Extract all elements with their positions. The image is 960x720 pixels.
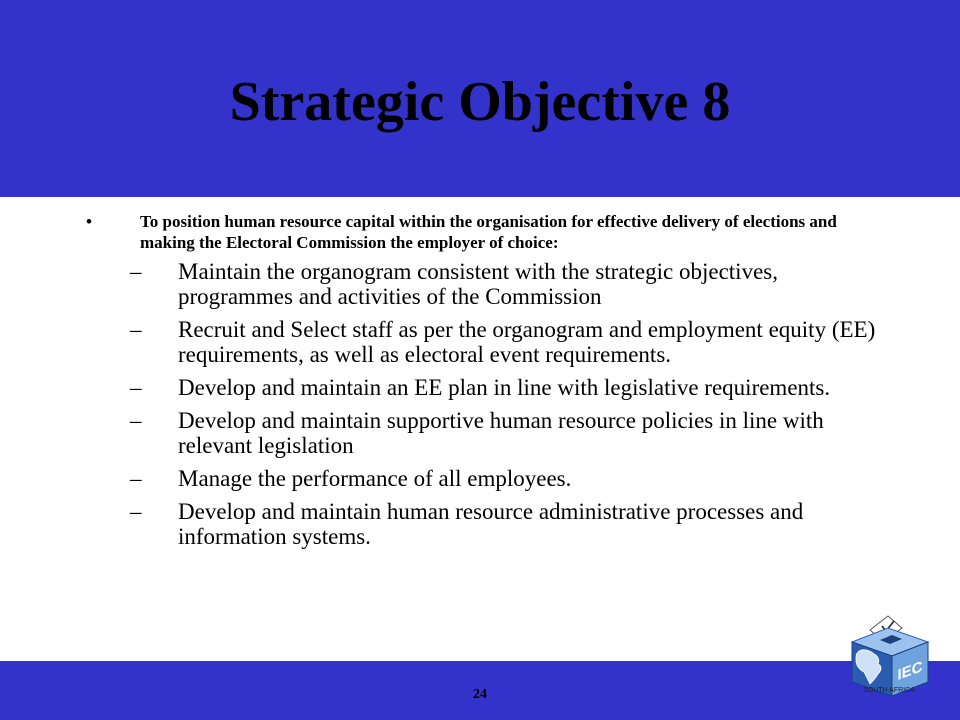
dash-marker: – [130, 317, 142, 342]
sub-bullet-text: Develop and maintain supportive human resource policies in line with relevant legislation [178, 408, 824, 458]
sub-bullet-text: Manage the performance of all employees. [178, 466, 572, 491]
dash-marker: – [130, 466, 142, 491]
main-bullet-text: To position human resource capital within the organisation for effective delivery of elections and making the Electoral Commission the employer of choice: [140, 212, 837, 252]
logo-label: IEC [897, 658, 923, 684]
dash-marker: – [130, 375, 142, 400]
sub-bullet [130, 375, 898, 400]
slide-body [0, 211, 960, 557]
sub-bullet [130, 499, 898, 549]
sub-bullet-list [0, 259, 960, 549]
sub-bullet [130, 466, 898, 491]
sub-bullet-text: Maintain the organogram consistent with the strategic objectives, programmes and activities of the Commission [178, 259, 778, 309]
sub-bullet-text: Develop and maintain human resource administrative processes and information systems. [178, 499, 804, 549]
bullet-marker: • [86, 212, 92, 231]
sub-bullet-text: Recruit and Select staff as per the organogram and employment equity (EE) requirements, as well as electoral event requirements. [178, 317, 876, 367]
dash-marker: – [130, 259, 142, 284]
main-bullet [86, 211, 885, 253]
dash-marker: – [130, 499, 142, 524]
dash-marker: – [130, 408, 142, 433]
sub-bullet [130, 317, 898, 367]
logo-caption: SOUTH AFRICA [863, 687, 915, 694]
sub-bullet-text: Develop and maintain an EE plan in line with legislative requirements. [178, 375, 831, 400]
sub-bullet [130, 259, 898, 309]
sub-bullet [130, 408, 898, 458]
slide-title: Strategic Objective 8 [229, 71, 731, 133]
page-number: 24 [473, 687, 487, 702]
